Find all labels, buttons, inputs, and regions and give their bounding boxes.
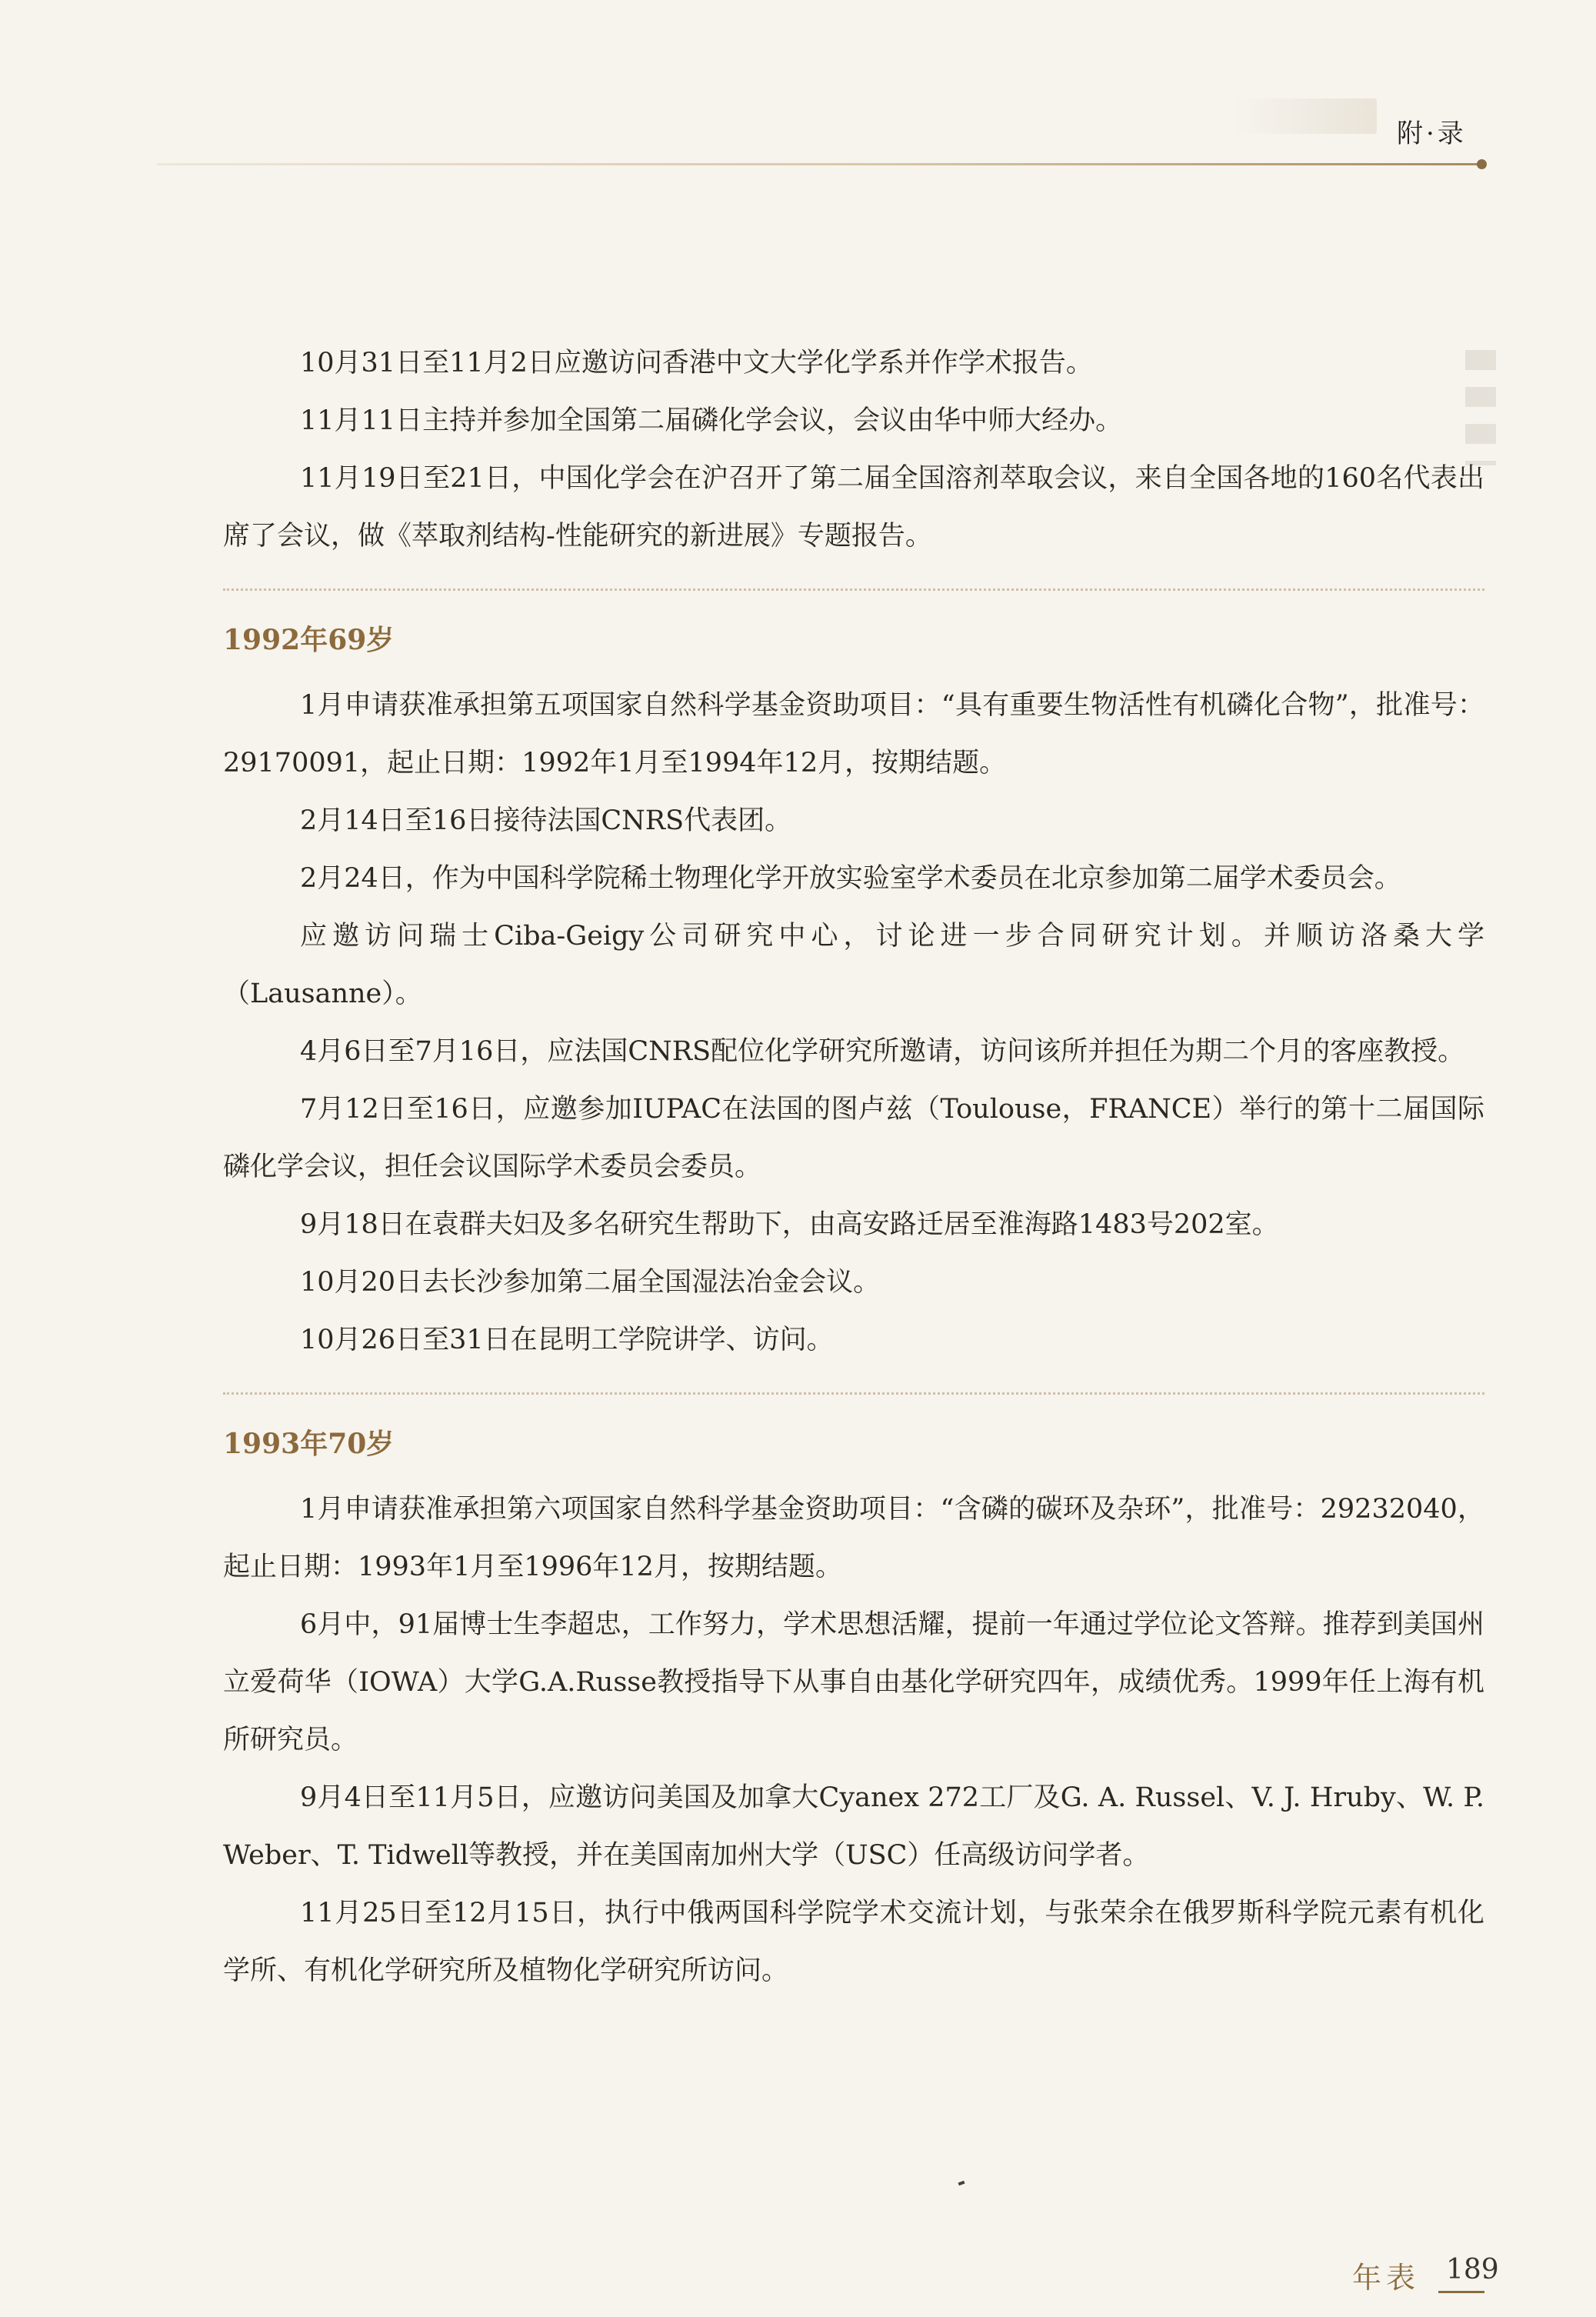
paragraph: 11月11日主持并参加全国第二届磷化学会议，会议由华中师大经办。 xyxy=(300,405,1123,436)
year-heading-1992: 1992年69岁 xyxy=(223,624,395,656)
header-book-title-faded xyxy=(1231,98,1377,134)
paragraph: 10月26日至31日在昆明工学院讲学、访问。 xyxy=(300,1325,834,1355)
paragraph: 应邀访问瑞士Ciba-Geigy公司研究中心，讨论进一步合同研究计划。并顺访洛桑大学（Lausanne）。 xyxy=(223,921,1484,1009)
paragraph: 10月31日至11月2日应邀访问香港中文大学化学系并作学术报告。 xyxy=(300,348,1093,378)
paragraph: 9月18日在袁群夫妇及多名研究生帮助下，由高安路迁居至淮海路1483号202室。 xyxy=(300,1209,1279,1240)
header-rule-dot xyxy=(1477,159,1487,169)
paragraph: 1月申请获准承担第五项国家自然科学基金资助项目：“具有重要生物活性有机磷化合物”，批准号：29170091，起止日期：1992年1月至1994年12月，按期结题。 xyxy=(223,690,1484,778)
page-body xyxy=(223,335,1484,2000)
header-rule xyxy=(157,163,1481,165)
stray-ink-mark xyxy=(958,2181,965,2185)
paragraph: 11月25日至12月15日，执行中俄两国科学院学术交流计划，与张荣余在俄罗斯科学院元素有机化学所、有机化学研究所及植物化学研究所访问。 xyxy=(223,1898,1484,1986)
section-divider xyxy=(223,1392,1484,1395)
paragraph: 2月14日至16日接待法国CNRS代表团。 xyxy=(300,805,792,836)
paragraph: 10月20日去长沙参加第二届全国湿法冶金会议。 xyxy=(300,1267,881,1298)
page-number: 189 xyxy=(1446,2254,1499,2285)
paragraph: 7月12日至16日，应邀参加IUPAC在法国的图卢兹（Toulouse，FRANCE）举行的第十二届国际磷化学会议，担任会议国际学术委员会委员。 xyxy=(223,1094,1484,1182)
paragraph: 9月4日至11月5日，应邀访问美国及加拿大Cyanex 272工厂及G. A. Russel、V. J. Hruby、W. P. Weber、T. Tidwell等教授，并在美国南加州大学（USC）任高级访问学者。 xyxy=(223,1782,1484,1871)
paragraph: 11月19日至21日，中国化学会在沪召开了第二届全国溶剂萃取会议，来自全国各地的160名代表出席了会议，做《萃取剂结构-性能研究的新进展》专题报告。 xyxy=(223,463,1484,552)
paragraph: 6月中，91届博士生李超忠，工作努力，学术思想活耀，提前一年通过学位论文答辩。推荐到美国州立爱荷华（IOWA）大学G.A.Russe教授指导下从事自由基化学研究四年，成绩优秀。1999年任上海有机所研究员。 xyxy=(223,1609,1484,1755)
paragraph: 4月6日至7月16日，应法国CNRS配位化学研究所邀请，访问该所并担任为期二个月的客座教授。 xyxy=(300,1036,1465,1067)
footer-section-label: 年表 xyxy=(1352,2261,1421,2295)
paragraph: 2月24日，作为中国科学院稀土物理化学开放实验室学术委员在北京参加第二届学术委员会。 xyxy=(300,863,1401,894)
header-section-label: 附·录 xyxy=(1397,118,1467,149)
year-heading-1993: 1993年70岁 xyxy=(223,1428,395,1460)
section-divider xyxy=(223,588,1484,591)
paragraph: 1月申请获准承担第六项国家自然科学基金资助项目：“含磷的碳环及杂环”，批准号：29232040，起止日期：1993年1月至1996年12月，按期结题。 xyxy=(223,1494,1484,1582)
page-number-underline xyxy=(1438,2291,1484,2293)
